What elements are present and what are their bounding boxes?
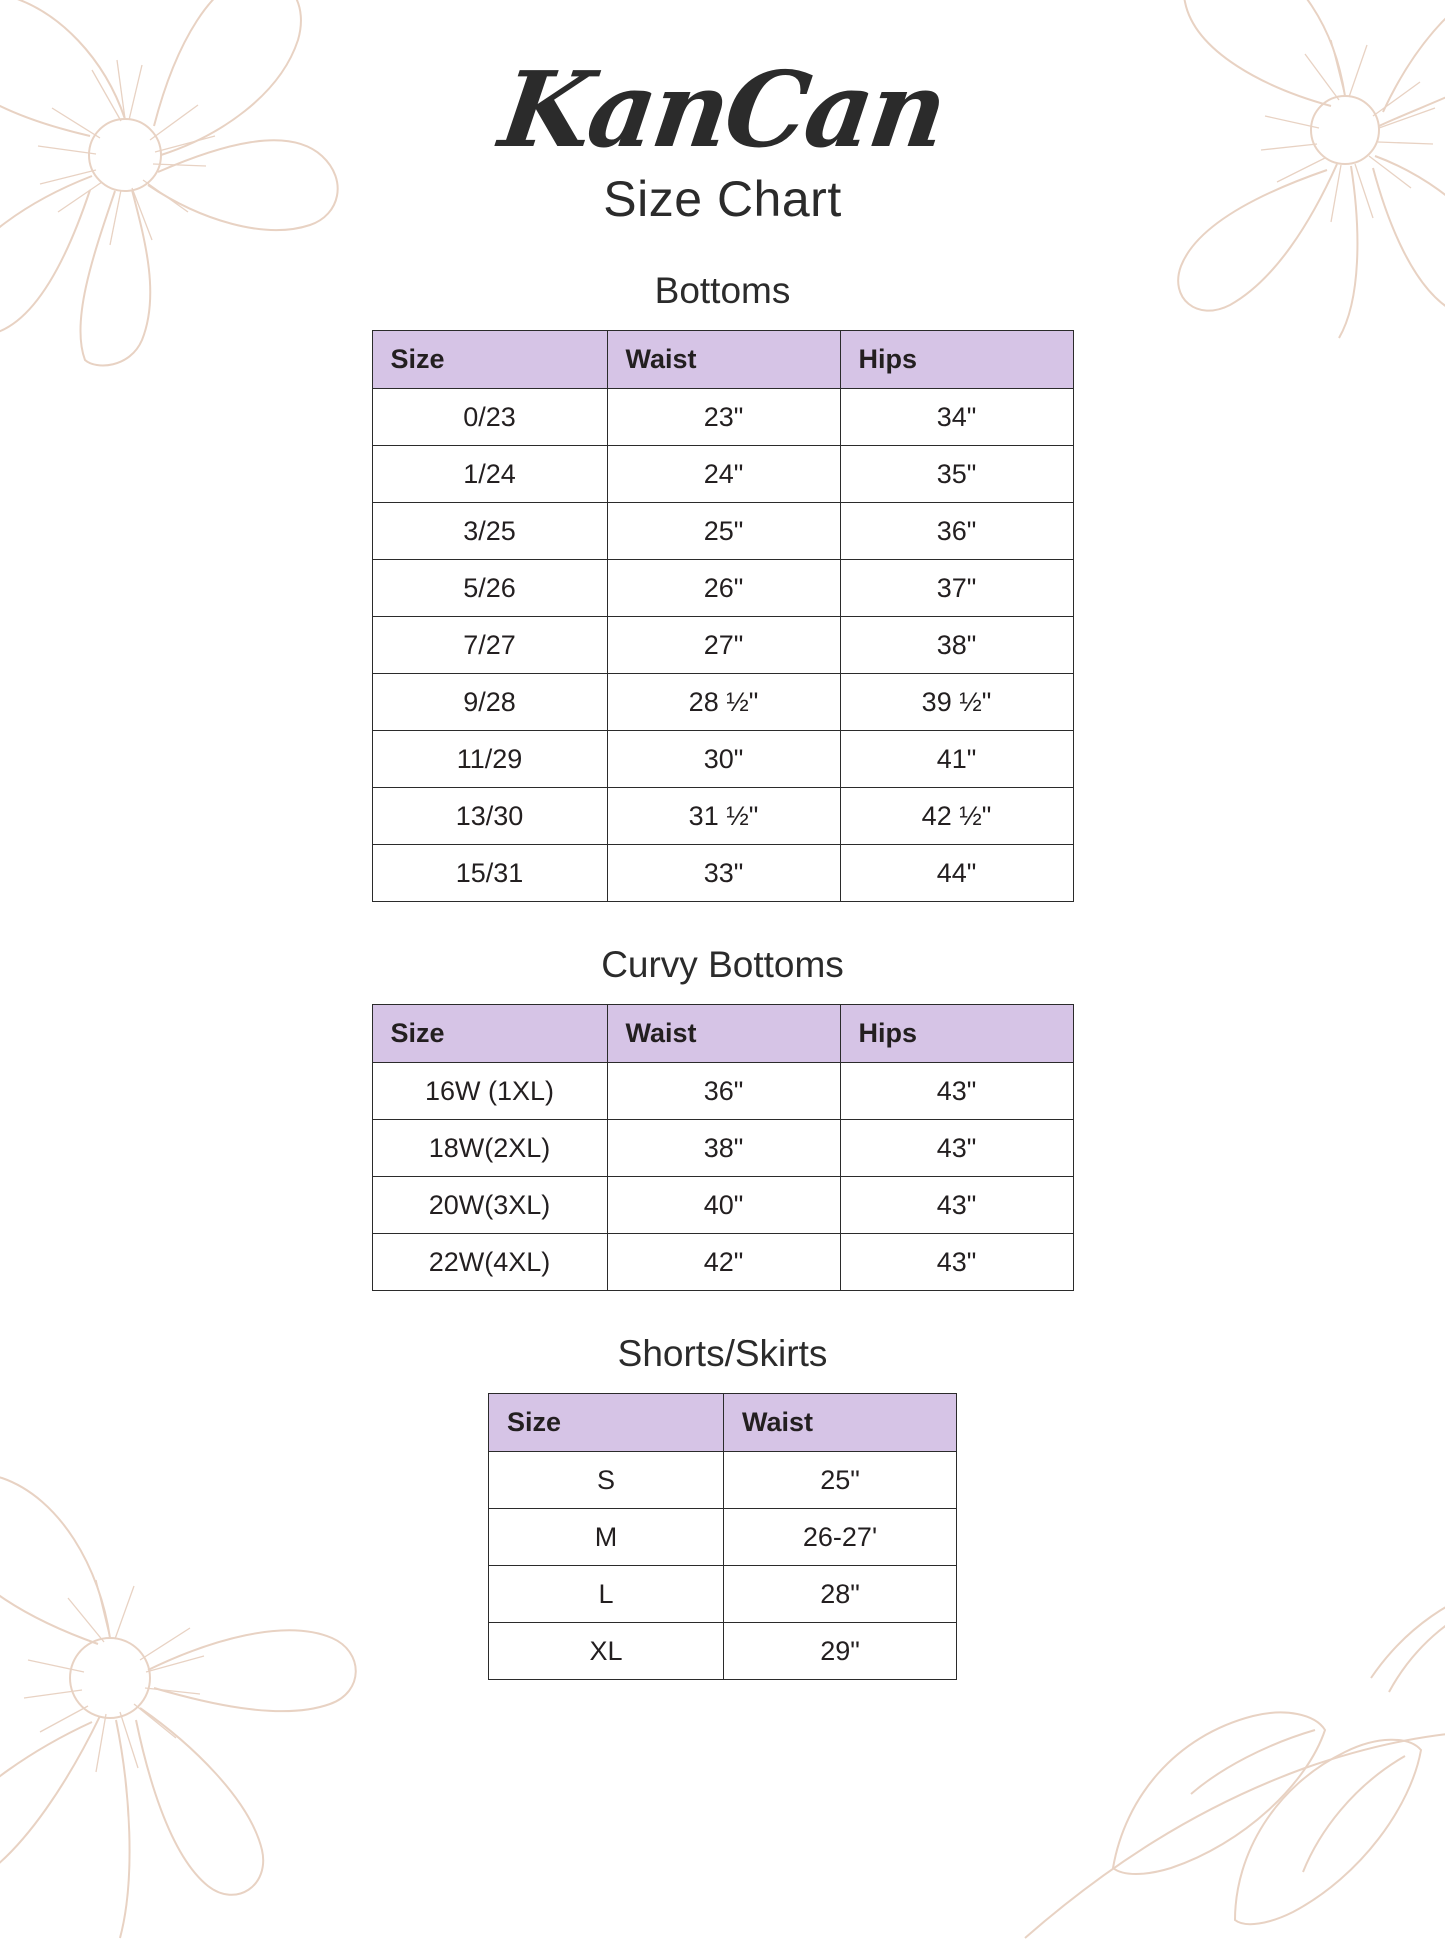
column-header-waist: Waist [607, 1005, 840, 1063]
table-bottoms [372, 330, 1074, 902]
cell-hips: 42 ½" [840, 788, 1073, 845]
section-title-bottoms: Bottoms [654, 270, 791, 312]
table-row [372, 1120, 1073, 1177]
cell-size: 18W(2XL) [372, 1120, 607, 1177]
table-row [372, 446, 1073, 503]
table-row [372, 788, 1073, 845]
table-row [372, 389, 1073, 446]
table-header-row [372, 331, 1073, 389]
table-row [372, 560, 1073, 617]
column-header-hips: Hips [840, 1005, 1073, 1063]
column-header-waist: Waist [724, 1394, 957, 1452]
cell-size: 15/31 [372, 845, 607, 902]
section-title-curvy-bottoms: Curvy Bottoms [601, 944, 844, 986]
cell-size: 20W(3XL) [372, 1177, 607, 1234]
cell-hips: 43" [840, 1177, 1073, 1234]
cell-waist: 38" [607, 1120, 840, 1177]
column-header-size: Size [372, 331, 607, 389]
table-row [372, 1063, 1073, 1120]
cell-size: L [489, 1566, 724, 1623]
cell-size: 0/23 [372, 389, 607, 446]
cell-waist: 26" [607, 560, 840, 617]
cell-size: M [489, 1509, 724, 1566]
cell-size: S [489, 1452, 724, 1509]
cell-size: 13/30 [372, 788, 607, 845]
table-shorts-skirts [488, 1393, 957, 1680]
cell-size: 1/24 [372, 446, 607, 503]
table-row [372, 1177, 1073, 1234]
cell-waist: 29" [724, 1623, 957, 1680]
cell-hips: 38" [840, 617, 1073, 674]
cell-waist: 26-27' [724, 1509, 957, 1566]
cell-hips: 37" [840, 560, 1073, 617]
cell-size: 5/26 [372, 560, 607, 617]
table-row [372, 503, 1073, 560]
cell-waist: 40" [607, 1177, 840, 1234]
cell-size: 3/25 [372, 503, 607, 560]
cell-hips: 43" [840, 1063, 1073, 1120]
cell-waist: 33" [607, 845, 840, 902]
cell-waist: 31 ½" [607, 788, 840, 845]
cell-waist: 27" [607, 617, 840, 674]
cell-hips: 43" [840, 1234, 1073, 1291]
cell-size: 11/29 [372, 731, 607, 788]
table-row [372, 674, 1073, 731]
table-row [489, 1509, 957, 1566]
table-row [372, 731, 1073, 788]
section-title-shorts-skirts: Shorts/Skirts [617, 1333, 828, 1375]
table-header-row [489, 1394, 957, 1452]
cell-waist: 25" [607, 503, 840, 560]
cell-waist: 36" [607, 1063, 840, 1120]
table-row [372, 617, 1073, 674]
cell-waist: 24" [607, 446, 840, 503]
cell-waist: 42" [607, 1234, 840, 1291]
cell-size: 16W (1XL) [372, 1063, 607, 1120]
table-row [489, 1623, 957, 1680]
table-row [489, 1452, 957, 1509]
cell-hips: 41" [840, 731, 1073, 788]
cell-hips: 35" [840, 446, 1073, 503]
page-title: Size Chart [603, 171, 842, 228]
cell-waist: 28" [724, 1566, 957, 1623]
cell-hips: 36" [840, 503, 1073, 560]
cell-size: 22W(4XL) [372, 1234, 607, 1291]
cell-waist: 23" [607, 389, 840, 446]
cell-size: XL [489, 1623, 724, 1680]
cell-waist: 25" [724, 1452, 957, 1509]
column-header-size: Size [372, 1005, 607, 1063]
cell-hips: 39 ½" [840, 674, 1073, 731]
table-row [372, 1234, 1073, 1291]
table-curvy-bottoms [372, 1004, 1074, 1291]
column-header-waist: Waist [607, 331, 840, 389]
cell-size: 7/27 [372, 617, 607, 674]
brand-logo: KanCan [493, 48, 952, 171]
cell-hips: 34" [840, 389, 1073, 446]
table-row [489, 1566, 957, 1623]
cell-waist: 28 ½" [607, 674, 840, 731]
cell-hips: 43" [840, 1120, 1073, 1177]
column-header-size: Size [489, 1394, 724, 1452]
cell-hips: 44" [840, 845, 1073, 902]
cell-size: 9/28 [372, 674, 607, 731]
table-row [372, 845, 1073, 902]
cell-waist: 30" [607, 731, 840, 788]
column-header-hips: Hips [840, 331, 1073, 389]
table-header-row [372, 1005, 1073, 1063]
